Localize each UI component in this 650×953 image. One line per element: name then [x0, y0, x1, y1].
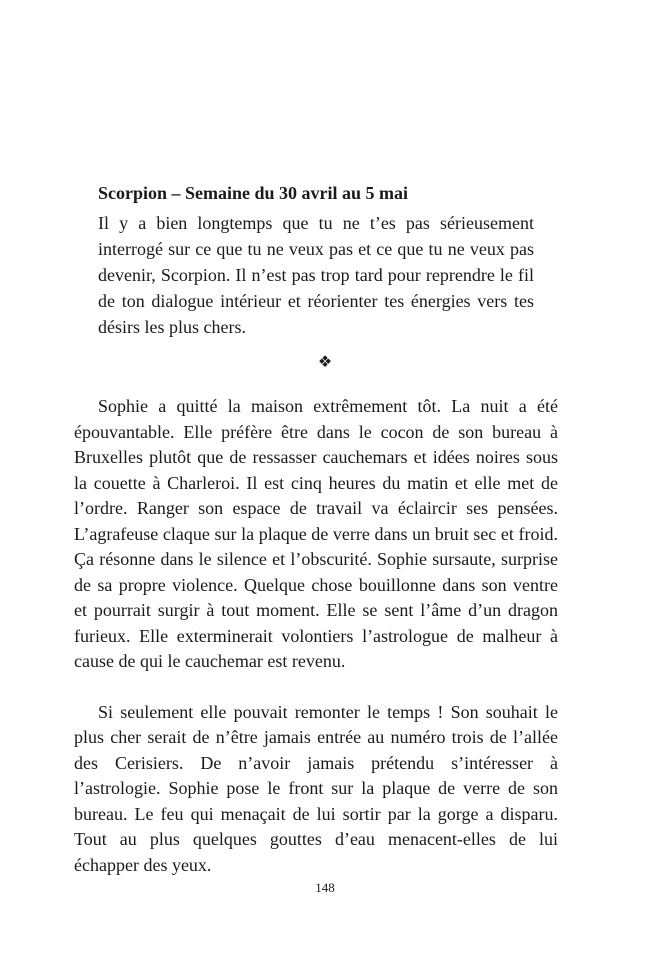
- page-number: 148: [315, 880, 335, 895]
- separator-ornament-icon: ❖: [317, 352, 333, 371]
- paragraph-2: Si seulement elle pouvait remonter le temps ! Son souhait le plus cher serait de n’être jamais entrée au numéro trois de l’allée des Cerisiers. De n’avoir jamais prétendu s’intéresser à l’astrologie. Sophie pose le front sur la plaque de verre de son bureau. Le feu qui menaçait de lui sortir par la gorge a disparu. Tout au plus quelques gouttes d’eau menacent-elles de lui échapper des yeux.: [74, 701, 558, 875]
- horoscope-text: Il y a bien longtemps que tu ne t’es pas sérieusement interrogé sur ce que tu ne veux pas et ce que tu ne veux pas devenir, Scorpion. Il n’est pas trop tard pour reprendre le fil de ton dialogue intérieur et réorienter tes énergies vers tes désirs les plus chers.: [98, 213, 534, 337]
- body-text: [74, 394, 558, 878]
- horoscope-title: Scorpion – Semaine du 30 avril au 5 mai: [98, 183, 409, 203]
- paragraph-1: Sophie a quitté la maison extrêmement tôt. La nuit a été épouvantable. Elle préfère être dans le cocon de son bureau à Bruxelles plutôt que de ressasser cauchemars et idées noires sous la couette à Charleroi. Il est cinq heures du matin et elle met de l’ordre. Ranger son espace de travail va éclaircir ses pensées. L’agrafeuse claque sur la plaque de verre dans un bruit sec et froid. Ça résonne dans le silence et l’obscurité. Sophie sursaute, surprise de sa propre violence. Quelque chose bouillonne dans son ventre et pourrait surgir à tout moment. Elle se sent l’âme d’un dragon furieux. Elle exterminerait volontiers l’astrologue de malheur à cause de qui le cauchemar est revenu.: [74, 396, 558, 671]
- horoscope-block: [98, 180, 534, 340]
